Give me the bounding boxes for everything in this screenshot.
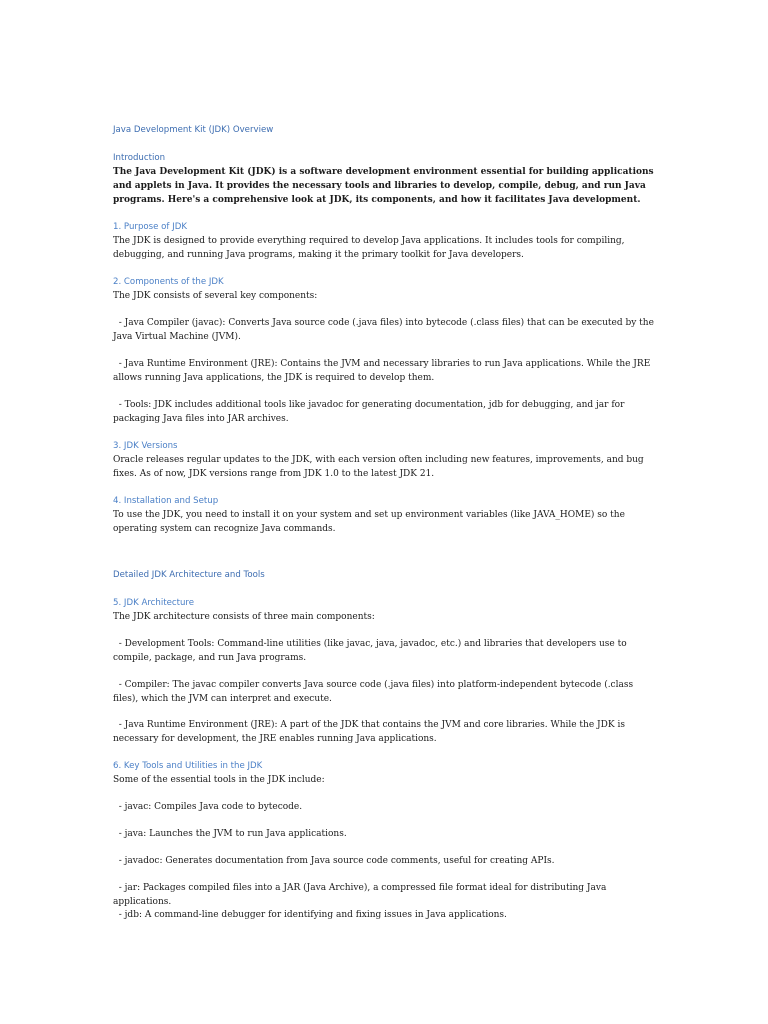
section-3-paragraph: Oracle releases regular updates to the JDK, with each version often including new features, improvements, and bug fixes. As of now, JDK versions range from JDK 1.0 to the latest JDK 21. [113,455,644,479]
list-item: - Compiler: The javac compiler converts Java source code (.java files) into platform-independent bytecode (.class files), which the JVM can interpret and execute. [113,680,636,704]
list-item: - jdb: A command-line debugger for identifying and fixing issues in Java applications. [113,910,507,920]
section-2-heading: 2. Components of the JDK [113,277,224,287]
section-5-heading: 5. JDK Architecture [113,598,195,608]
intro-paragraph: The Java Development Kit (JDK) is a software development environment essential for building applications and applets in Java. It provides the necessary tools and libraries to develop, compile, debug, and run Java programs. Here's a comprehensive look at JDK, its components, and how it facilitates Java development. [113,167,654,205]
list-item: - javadoc: Generates documentation from Java source code comments, useful for creating APIs. [113,856,555,866]
section-4-heading: 4. Installation and Setup [113,496,219,506]
list-item: - Java Compiler (javac): Converts Java source code (.java files) into bytecode (.class files) that can be executed by the Java Virtual Machine (JVM). [113,318,657,342]
document-title: Java Development Kit (JDK) Overview [113,125,274,135]
list-item: - java: Launches the JVM to run Java applications. [113,829,347,839]
list-item: - Tools: JDK includes additional tools like javadoc for generating documentation, jdb for debugging, and jar for packaging Java files into JAR archives. [113,400,628,424]
list-item: - jar: Packages compiled files into a JAR (Java Archive), a compressed file format ideal for distributing Java applications. [113,883,610,907]
list-item: - Java Runtime Environment (JRE): A part of the JDK that contains the JVM and core libraries. While the JDK is necessary for development, the JRE enables running Java applications. [113,720,628,744]
section-1-paragraph: The JDK is designed to provide everything required to develop Java applications. It includes tools for compiling, debugging, and running Java programs, making it the primary toolkit for Java developers. [113,236,625,260]
intro-heading: Introduction [113,153,166,163]
section-2-paragraph: The JDK consists of several key components: [113,291,318,301]
section-5-paragraph: The JDK architecture consists of three main components: [113,612,375,622]
section-1-heading: 1. Purpose of JDK [113,222,187,232]
list-item: - javac: Compiles Java code to bytecode. [113,802,303,812]
section-6-paragraph: Some of the essential tools in the JDK include: [113,775,325,785]
section-6-heading: 6. Key Tools and Utilities in the JDK [113,761,263,771]
section-4-paragraph: To use the JDK, you need to install it on your system and set up environment variables (like JAVA_HOME) so the operating system can recognize Java commands. [113,510,625,534]
part-2-title: Detailed JDK Architecture and Tools [113,570,265,580]
list-item: - Development Tools: Command-line utilities (like javac, java, javadoc, etc.) and libraries that developers use to compile, package, and run Java programs. [113,639,630,663]
list-item: - Java Runtime Environment (JRE): Contains the JVM and necessary libraries to run Java applications. While the JRE allows running Java applications, the JDK is required to develop them. [113,359,654,383]
section-3-heading: 3. JDK Versions [113,441,178,451]
